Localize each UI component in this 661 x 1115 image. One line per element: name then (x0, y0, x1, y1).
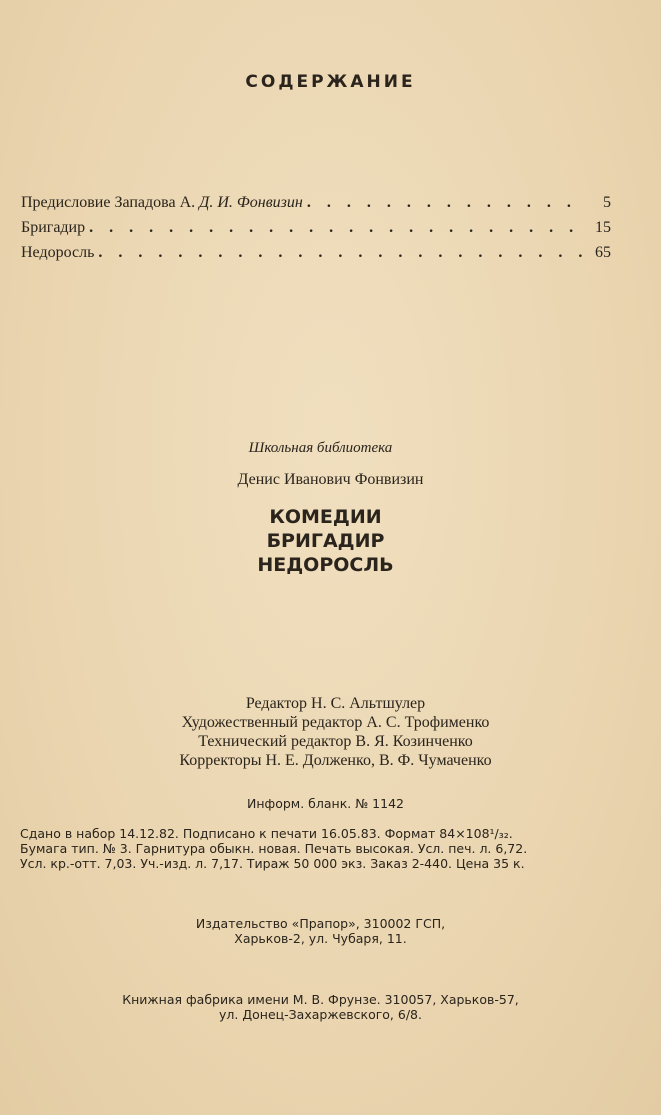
toc-entry-title: Бригадир (21, 219, 86, 236)
author-name: Денис Иванович Фонвизин (237, 471, 424, 488)
toc-leader-dots (307, 194, 587, 212)
publisher-info (0, 916, 661, 946)
series-name: Школьная библиотека (248, 440, 393, 456)
publisher-line: Харьков-2, ул. Чубаря, 11. (234, 931, 407, 946)
credit-line: Редактор Н. С. Альтшулер (245, 695, 426, 712)
table-of-contents (21, 194, 611, 269)
toc-entry-title (21, 194, 303, 212)
book-titles (0, 505, 661, 577)
print-detail-line: Усл. кр.-отт. 7,03. Уч.-изд. л. 7,17. Тираж 50 000 экз. Заказ 2-440. Цена 35 к. (20, 856, 525, 871)
toc-leader-dots (98, 244, 587, 262)
printer-info (0, 992, 661, 1022)
toc-entry-page: 15 (595, 219, 611, 236)
printer-line: Книжная фабрика имени М. В. Фрунзе. 310057, Харьков-57, (122, 992, 519, 1007)
book-title: НЕДОРОСЛЬ (257, 554, 394, 576)
inform-blank: Информ. бланк. № 1142 (247, 796, 404, 811)
toc-entry-page: 65 (595, 244, 611, 261)
credit-line: Художественный редактор А. С. Трофименко (181, 714, 490, 731)
toc-entry-title-plain: Предисловие Западова А. (21, 194, 196, 211)
credit-line: Корректоры Н. Е. Долженко, В. Ф. Чумаченко (179, 752, 492, 769)
book-title: КОМЕДИИ (269, 506, 382, 528)
toc-entry-title: Недоросль (21, 244, 95, 261)
contents-heading: СОДЕРЖАНИЕ (245, 72, 416, 92)
print-details (20, 826, 640, 871)
print-detail-line: Бумага тип. № 3. Гарнитура обыкн. новая. Печать высокая. Усл. печ. л. 6,72. (20, 841, 528, 856)
publisher-line: Издательство «Прапор», 310002 ГСП, (195, 916, 446, 931)
credit-line: Технический редактор В. Я. Козинченко (198, 733, 473, 750)
print-detail-line: Сдано в набор 14.12.82. Подписано к печати 16.05.83. Формат 84×108¹/₃₂. (20, 826, 513, 841)
toc-entry-brigadir (21, 219, 611, 244)
toc-entry-preface (21, 194, 611, 219)
toc-leader-dots (89, 219, 587, 237)
book-title: БРИГАДИР (266, 530, 385, 552)
credits-block (0, 694, 661, 770)
printer-line: ул. Донец-Захаржевского, 6/8. (219, 1007, 422, 1022)
toc-entry-nedorosl (21, 244, 611, 269)
toc-entry-title-italic: Д. И. Фонвизин (199, 194, 303, 211)
toc-entry-page: 5 (603, 194, 611, 211)
